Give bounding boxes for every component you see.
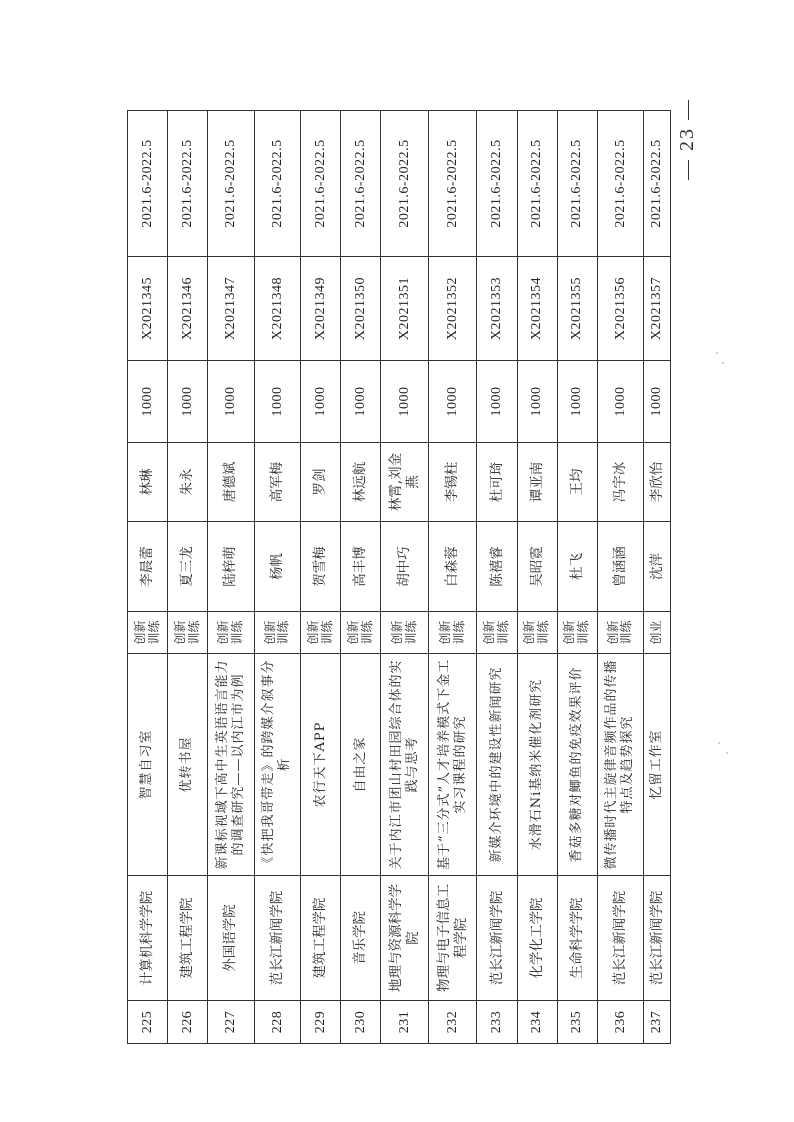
funding-cell: 1000 (597, 361, 643, 443)
project-title-cell: 香菇多糖对鲫鱼的免疫效果评价 (557, 654, 597, 876)
project-type-cell: 创新训练 (254, 612, 300, 654)
college-cell: 范长江新闻学院 (477, 876, 517, 1001)
advisor-cell: 林琳 (128, 443, 168, 522)
table-row (341, 111, 381, 1044)
advisor-cell: 王均 (557, 443, 597, 522)
project-type-cell: 创新训练 (208, 612, 254, 654)
project-type-cell: 创新训练 (381, 612, 429, 654)
table-row (597, 111, 643, 1044)
period-cell: 2021.6-2022.5 (341, 111, 381, 257)
leader-cell: 贺雪梅 (301, 522, 341, 612)
advisor-cell: 冯宇冰 (597, 443, 643, 522)
college-cell: 外国语学院 (208, 876, 254, 1001)
rotated-table-sheet (127, 111, 671, 1044)
period-cell: 2021.6-2022.5 (517, 111, 557, 257)
leader-cell: 胡中巧 (381, 522, 429, 612)
project-code-cell: X2021346 (168, 257, 208, 361)
project-code-cell: X2021348 (254, 257, 300, 361)
project-code-cell: X2021353 (477, 257, 517, 361)
scan-speck (718, 742, 720, 744)
project-code-cell: X2021355 (557, 257, 597, 361)
project-code-cell: X2021345 (128, 257, 168, 361)
row-number-cell: 230 (341, 1001, 381, 1044)
project-code-cell: X2021347 (208, 257, 254, 361)
row-number-cell: 237 (644, 1001, 671, 1044)
project-title-cell: 优转书屋 (168, 654, 208, 876)
project-code-cell: X2021349 (301, 257, 341, 361)
period-cell: 2021.6-2022.5 (301, 111, 341, 257)
funding-cell: 1000 (341, 361, 381, 443)
advisor-cell: 林远航 (341, 443, 381, 522)
table-row (429, 111, 477, 1044)
period-cell: 2021.6-2022.5 (597, 111, 643, 257)
funding-cell: 1000 (644, 361, 671, 443)
row-number-cell: 231 (381, 1001, 429, 1044)
leader-cell: 李晨蕾 (128, 522, 168, 612)
scan-speck (726, 752, 728, 754)
leader-cell: 吴昭霓 (517, 522, 557, 612)
row-number-cell: 227 (208, 1001, 254, 1044)
table-row (477, 111, 517, 1044)
advisor-cell: 李欣怡 (644, 443, 671, 522)
period-cell: 2021.6-2022.5 (557, 111, 597, 257)
project-type-cell: 创业 (644, 612, 671, 654)
college-cell: 物理与电子信息工程学院 (429, 876, 477, 1001)
period-cell: 2021.6-2022.5 (168, 111, 208, 257)
scan-speck (722, 362, 724, 364)
college-cell: 计算机科学学院 (128, 876, 168, 1001)
row-number-cell: 236 (597, 1001, 643, 1044)
college-cell: 地理与资源科学学院 (381, 876, 429, 1001)
project-title-cell: 水滑石Ni基纳米催化剂研究 (517, 654, 557, 876)
funding-cell: 1000 (301, 361, 341, 443)
project-type-cell: 创新训练 (341, 612, 381, 654)
project-title-cell: 新媒介环境中的建设性新闻研究 (477, 654, 517, 876)
project-records-table (127, 110, 671, 1044)
table-row (644, 111, 671, 1044)
row-number-cell: 233 (477, 1001, 517, 1044)
funding-cell: 1000 (254, 361, 300, 443)
advisor-cell: 朱永 (168, 443, 208, 522)
project-type-cell: 创新训练 (429, 612, 477, 654)
period-cell: 2021.6-2022.5 (477, 111, 517, 257)
college-cell: 建筑工程学院 (301, 876, 341, 1001)
funding-cell: 1000 (477, 361, 517, 443)
leader-cell: 白森蓉 (429, 522, 477, 612)
funding-cell: 1000 (208, 361, 254, 443)
project-type-cell: 创新训练 (168, 612, 208, 654)
table-row (254, 111, 300, 1044)
funding-cell: 1000 (517, 361, 557, 443)
college-cell: 生命科学学院 (557, 876, 597, 1001)
advisor-cell: 李锡柱 (429, 443, 477, 522)
advisor-cell: 林霄,刘金燕 (381, 443, 429, 522)
leader-cell: 曾涵涵 (597, 522, 643, 612)
row-number-cell: 228 (254, 1001, 300, 1044)
table-row (208, 111, 254, 1044)
project-type-cell: 创新训练 (597, 612, 643, 654)
funding-cell: 1000 (381, 361, 429, 443)
advisor-cell: 高军梅 (254, 443, 300, 522)
table-row (301, 111, 341, 1044)
row-number-cell: 234 (517, 1001, 557, 1044)
project-title-cell: 基于“三分式”人才培养模式下金工实习课程的研究 (429, 654, 477, 876)
college-cell: 音乐学院 (341, 876, 381, 1001)
leader-cell: 夏三龙 (168, 522, 208, 612)
funding-cell: 1000 (128, 361, 168, 443)
leader-cell: 杨帆 (254, 522, 300, 612)
project-code-cell: X2021356 (597, 257, 643, 361)
project-title-cell: 自由之家 (341, 654, 381, 876)
project-title-cell: 忆留工作室 (644, 654, 671, 876)
period-cell: 2021.6-2022.5 (254, 111, 300, 257)
table-body (128, 111, 671, 1044)
project-type-cell: 创新训练 (128, 612, 168, 654)
college-cell: 范长江新闻学院 (254, 876, 300, 1001)
page-number: — 23 — (676, 98, 698, 180)
table-row (381, 111, 429, 1044)
college-cell: 范长江新闻学院 (644, 876, 671, 1001)
leader-cell: 高丰博 (341, 522, 381, 612)
project-code-cell: X2021350 (341, 257, 381, 361)
period-cell: 2021.6-2022.5 (208, 111, 254, 257)
table-row (557, 111, 597, 1044)
advisor-cell: 杜可琦 (477, 443, 517, 522)
advisor-cell: 罗剑 (301, 443, 341, 522)
table-row (128, 111, 168, 1044)
project-code-cell: X2021351 (381, 257, 429, 361)
leader-cell: 陈禧睿 (477, 522, 517, 612)
project-type-cell: 创新训练 (477, 612, 517, 654)
leader-cell: 陆梓萌 (208, 522, 254, 612)
advisor-cell: 唐德斌 (208, 443, 254, 522)
project-title-cell: 《快把我哥带走》的跨媒介叙事分析 (254, 654, 300, 876)
scan-speck (716, 352, 718, 354)
college-cell: 建筑工程学院 (168, 876, 208, 1001)
funding-cell: 1000 (168, 361, 208, 443)
project-title-cell: 智慧自习室 (128, 654, 168, 876)
row-number-cell: 232 (429, 1001, 477, 1044)
row-number-cell: 225 (128, 1001, 168, 1044)
project-title-cell: 新课标视域下高中生英语语言能力的调查研究——以内江市为例 (208, 654, 254, 876)
project-code-cell: X2021352 (429, 257, 477, 361)
project-type-cell: 创新训练 (517, 612, 557, 654)
project-type-cell: 创新训练 (557, 612, 597, 654)
project-title-cell: 微传播时代主旋律音频作品的传播特点及趋势探究 (597, 654, 643, 876)
period-cell: 2021.6-2022.5 (128, 111, 168, 257)
funding-cell: 1000 (557, 361, 597, 443)
college-cell: 范长江新闻学院 (597, 876, 643, 1001)
row-number-cell: 229 (301, 1001, 341, 1044)
leader-cell: 杜飞 (557, 522, 597, 612)
row-number-cell: 226 (168, 1001, 208, 1044)
project-code-cell: X2021357 (644, 257, 671, 361)
advisor-cell: 谭亚南 (517, 443, 557, 522)
project-title-cell: 农行天下APP (301, 654, 341, 876)
college-cell: 化学化工学院 (517, 876, 557, 1001)
project-type-cell: 创新训练 (301, 612, 341, 654)
period-cell: 2021.6-2022.5 (429, 111, 477, 257)
row-number-cell: 235 (557, 1001, 597, 1044)
project-code-cell: X2021354 (517, 257, 557, 361)
funding-cell: 1000 (429, 361, 477, 443)
leader-cell: 沈萍 (644, 522, 671, 612)
table-row (168, 111, 208, 1044)
period-cell: 2021.6-2022.5 (644, 111, 671, 257)
project-title-cell: 关于内江市团山村田园综合体的实践与思考 (381, 654, 429, 876)
period-cell: 2021.6-2022.5 (381, 111, 429, 257)
table-row (517, 111, 557, 1044)
